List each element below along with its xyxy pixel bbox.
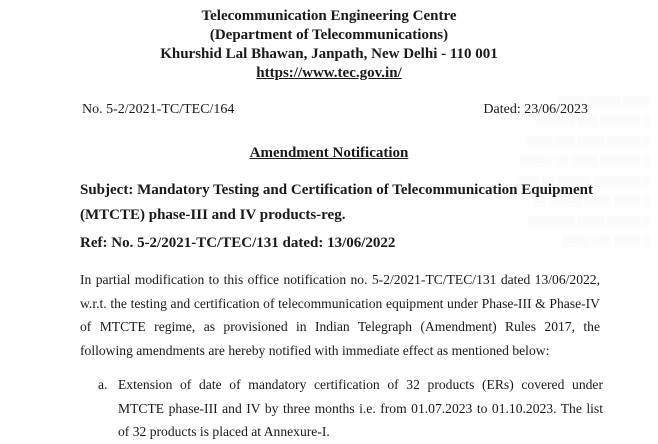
list-item-text: Extension of date of mandatory certification of 32 products (ERs) covered under MTCTE phase-III and IV by three months i.e. from 01.07.2023 to 01.10.2023. The list of 32 products is placed at Annexure-I. [118,377,603,439]
letterhead [0,7,658,83]
document-title: Amendment Notification [249,145,409,161]
letterhead-department: (Department of Telecommunications) [209,27,449,43]
letterhead-address: Khurshid Lal Bhawan, Janpath, New Delhi - 110 001 [160,46,498,62]
document-date: Dated: 23/06/2023 [483,102,588,117]
letterhead-url-link[interactable]: https://www.tec.gov.in/ [256,65,402,81]
show-through-text: ░░░░ ░░░░░ ░░░░ ░ ░░░░░░ ░░░ ░░░░░░ ░ ░░░░░ ░░░░ ░░░ ░░░░ ░ ░░░░░░ ░░░░ ░░ ░░░░░ ░ ░░░░░░░ ░░░░░ ░░ ░░░ ░ ░░░░ ░░░░ ░░░░░ ░░ ░ ░░░░░ ░░░░ ░░░░░░░ ░ ░░░░ ░░░ ░░░░ [519,97,650,247]
subject-line: Subject: Mandatory Testing and Certification of Telecommunication Equipment (MTCTE) phase-III and IV products-reg. [80,182,593,223]
reference-line: Ref: No. 5-2/2021-TC/TEC/131 dated: 13/06/2022 [80,235,396,251]
body-paragraph: In partial modification to this office notification no. 5-2/2021-TC/TEC/131 dated 13/06/2022, w.r.t. the testing and certification of telecommunication equipment under Phase-III & Phase-IV of MTCTE regime, as provisioned in Indian Telegraph (Amendment) Rules 2017, the following amendments are hereby notified with immediate effect as mentioned below: [80,272,600,358]
list-item-marker: a. [98,377,108,392]
document-number: No. 5-2/2021-TC/TEC/164 [82,102,235,117]
letterhead-org-name: Telecommunication Engineering Centre [201,8,457,24]
